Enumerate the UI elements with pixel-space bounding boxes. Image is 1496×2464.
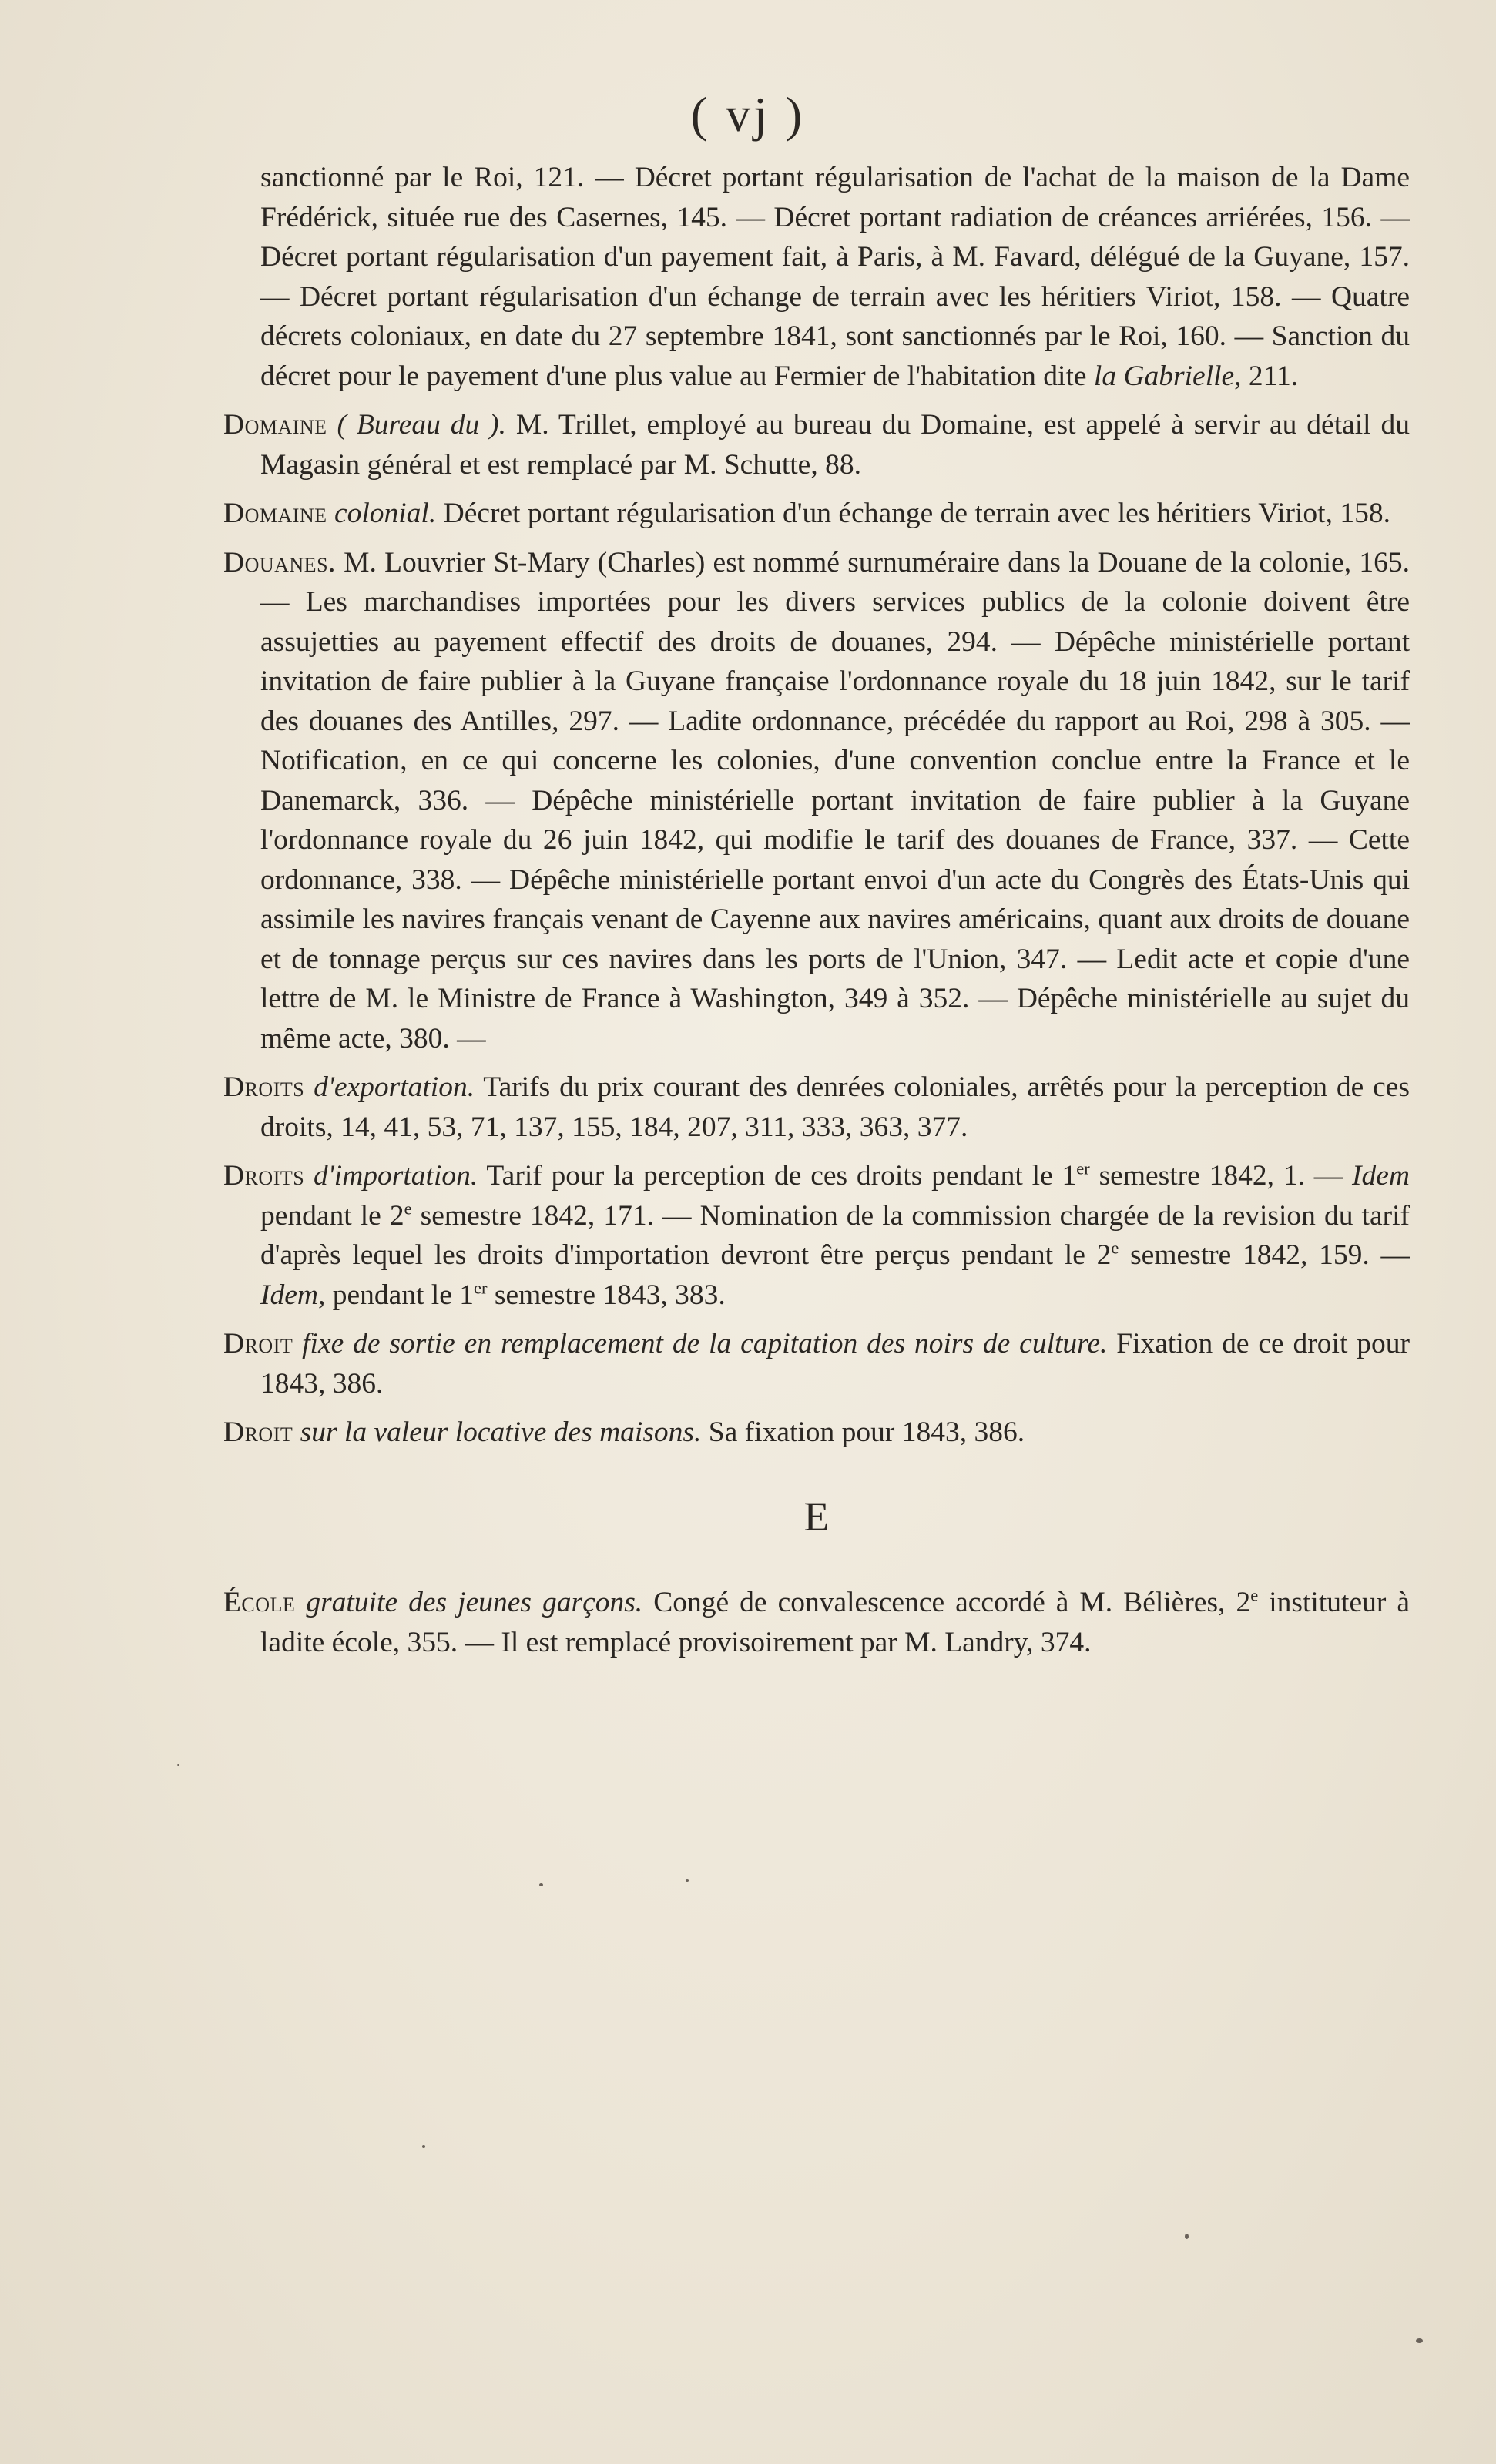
entry-heading: Droit — [223, 1328, 293, 1359]
continuation-entry — [223, 158, 1410, 396]
entry-heading: Droit — [223, 1416, 293, 1448]
entry-body-end: , 211. — [1234, 360, 1299, 392]
entry-droit-valeur — [223, 1413, 1410, 1453]
paper-speck — [539, 1883, 543, 1886]
paper-speck — [1185, 2234, 1189, 2239]
entry-subheading: gratuite des jeunes garçons. — [306, 1587, 643, 1618]
entry-body: Décret portant régularisation d'un échange de terrain avec les héritiers Viriot, 158. — [436, 498, 1390, 529]
entry-heading: Domaine — [223, 498, 327, 529]
entry-text: instituteur à ladite école, 355. — Il est remplacé provisoirement par M. Landry, 374. — [260, 1587, 1410, 1658]
entry-heading: Droits — [223, 1160, 305, 1192]
entry-heading: Douanes. — [223, 546, 336, 578]
superscript: er — [1076, 1158, 1090, 1178]
entry-text: , pendant le 1 — [317, 1279, 474, 1311]
entry-text: Tarif pour la perception de ces droits pendant le 1 — [478, 1160, 1077, 1192]
superscript: e — [1111, 1238, 1119, 1258]
entry-text: semestre 1842, 171. — Nomination de la commission chargée de la revision du tarif d'après lequel les droits d'importation devront être perçus pendant le 2 — [260, 1199, 1410, 1271]
paper-speck — [422, 2145, 425, 2148]
entry-heading: Domaine — [223, 409, 327, 441]
entry-text: semestre 1842, 1. — — [1089, 1160, 1353, 1192]
entry-douanes — [223, 543, 1410, 1059]
entry-domaine-bureau — [223, 405, 1410, 484]
entry-heading: Droits — [223, 1071, 305, 1103]
entry-italic: Idem — [260, 1279, 318, 1311]
entry-heading: École — [223, 1587, 296, 1618]
entry-subheading: sur la valeur locative des maisons. — [300, 1416, 702, 1448]
entry-subheading: d'exportation. — [314, 1071, 475, 1103]
index-content — [223, 158, 1410, 1671]
entry-droits-exportation — [223, 1068, 1410, 1147]
entry-subheading: colonial. — [334, 498, 437, 529]
entry-body: sanctionné par le Roi, 121. — Décret portant régularisation de l'achat de la maison de la Dame Frédérick, située rue des Casernes, 145. — Décret portant radiation de créances arriérées, 156. — Décret portant régularisation d'un payement fait, à Paris, à M. Favard, délégué de la Guyane, 157. — Décret portant régularisation d'un échange de terrain avec les héritiers Viriot, 158. — Quatre décrets coloniaux, en date du 27 septembre 1841, sont sanctionnés par le Roi, 160. — Sanction du décret pour le payement d'une plus value au Fermier de l'habitation dite — [260, 162, 1410, 392]
entry-text: semestre 1843, 383. — [487, 1279, 726, 1311]
entry-subheading: d'importation. — [314, 1160, 478, 1192]
entry-text: Congé de convalescence accordé à M. Bélières, 2 — [642, 1587, 1251, 1618]
entry-subheading: ( Bureau du ). — [337, 409, 507, 441]
entry-body: Fixation de ce droit pour 1843, 386. — [260, 1328, 1410, 1400]
page-number: ( vj ) — [690, 87, 806, 142]
entry-italic: Idem — [1352, 1160, 1410, 1192]
entry-body: M. Trillet, employé au bureau du Domaine, est appelé à servir au détail du Magasin général et est remplacé par M. Schutte, 88. — [260, 409, 1410, 481]
entry-italic: la Gabrielle — [1093, 360, 1235, 392]
entry-body: M. Louvrier St-Mary (Charles) est nommé surnuméraire dans la Douane de la colonie, 165. — Les marchandises importées pour les divers services publics de la colonie doivent être assujetties au payement effectif des droits de douanes, 294. — Dépêche ministérielle portant invitation de faire publier à la Guyane française l'ordonnance royale du 18 juin 1842, sur le tarif des douanes des Antilles, 297. — Ladite ordonnance, précédée du rapport au Roi, 298 à 305. — Notification, en ce qui concerne les colonies, d'une convention conclue entre la France et le Danemarck, 336. — Dépêche ministérielle portant invitation de faire publier à la Guyane l'ordonnance royale du 26 juin 1842, qui modifie le tarif des douanes de France, 337. — Cette ordonnance, 338. — Dépêche ministérielle portant envoi d'un acte du Congrès des États-Unis qui assimile les navires français venant de Cayenne aux navires américains, quant aux droits de douane et de tonnage perçus sur ces navires dans les ports de l'Union, 347. — Ledit acte et copie d'une lettre de M. le Ministre de France à Washington, 349 à 352. — Dépêche ministérielle au sujet du même acte, 380. — — [260, 546, 1410, 1054]
paper-speck — [177, 1764, 179, 1766]
entry-text: pendant le 2 — [260, 1199, 404, 1232]
entry-subheading: fixe de sortie en remplacement de la capitation des noirs de culture. — [302, 1328, 1108, 1359]
paper-speck — [686, 1879, 689, 1882]
superscript: e — [1250, 1585, 1259, 1605]
superscript: e — [404, 1198, 412, 1218]
entry-text: semestre 1842, 159. — — [1119, 1239, 1410, 1271]
entry-body: Sa fixation pour 1843, 386. — [701, 1416, 1025, 1448]
entry-droits-importation — [223, 1156, 1410, 1315]
entry-droit-fixe — [223, 1324, 1410, 1403]
entry-ecole — [223, 1583, 1410, 1662]
paper-speck — [1416, 2338, 1423, 2343]
section-letter: E — [803, 1493, 830, 1540]
entry-body: Tarifs du prix courant des denrées coloniales, arrêtés pour la perception de ces droits, 14, 41, 53, 71, 137, 155, 184, 207, 311, 333, 363, 377. — [260, 1071, 1410, 1143]
superscript: er — [474, 1278, 488, 1297]
entry-domaine-colonial — [223, 494, 1410, 534]
